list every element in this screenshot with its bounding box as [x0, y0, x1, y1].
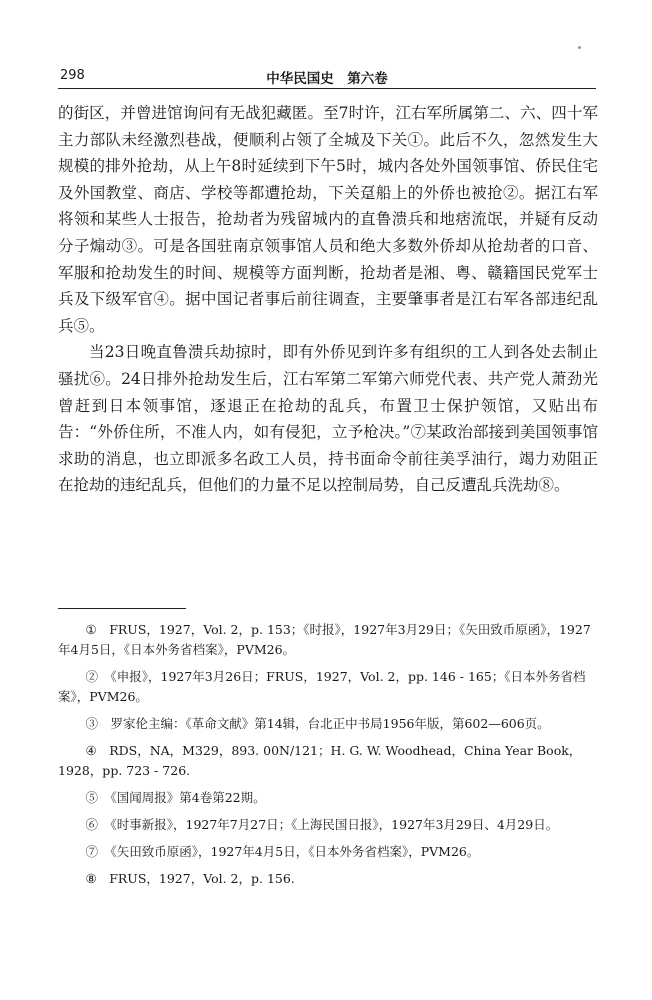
running-title: 中华民国史 第六卷 — [266, 71, 388, 87]
footnote-6: ⑥ 《时事新报》，1927年7月27日；《上海民国日报》，1927年3月29日、4月29日。 — [85, 817, 559, 832]
scan-speck — [578, 46, 581, 49]
footnote-5: ⑤ 《国闻周报》第4卷第22期。 — [85, 790, 266, 805]
body-paragraph: 的街区，并曾进馆询问有无战犯藏匿。至7时许，江右军所属第二、六、四十军主力部队未经激烈巷战，便顺利占领了全城及下关①。此后不久，忽然发生大规模的排外抢劫，从上午8时延续到下午5时，城内各处外国领事馆、侨民住宅及外国教堂、商店、学校等都遭抢劫，下关趸船上的外侨也被抢②。据江右军将领和某些人士报告，抢劫者为残留城内的直鲁溃兵和地痞流氓，并疑有反动分子煽动③。可是各国驻南京领事馆人员和绝大多数外侨却从抢劫者的口音、军服和抢劫发生的时间、规模等方面判断，抢劫者是湘、粤、赣籍国民党军士兵及下级军官④。据中国记者事后前往调查，主要肇事者是江右军各部违纪乱兵⑤。 — [58, 104, 598, 335]
footnote-4: ④ RDS，NA，M329，893. 00N/121；H. G. W. Woodhead，China Year Book，1928，pp. 723 - 726. — [58, 743, 582, 778]
footnotes — [58, 620, 598, 896]
body-text — [58, 100, 598, 499]
footnote-7: ⑦ 《矢田致币原函》，1927年4月5日，《日本外务省档案》，PVM26。 — [85, 844, 480, 859]
page-number: 298 — [60, 68, 85, 83]
body-paragraph: 当23日晚直鲁溃兵劫掠时，即有外侨见到许多有组织的工人到各处去制止骚扰⑥。24日排外抢劫发生后，江右军第二军第六师党代表、共产党人萧劲光曾赶到日本领事馆，逐退正在抢劫的乱兵，布置卫士保护领馆，又贴出布告：“外侨住所，不准人内，如有侵犯，立予枪决。”⑦某政治部接到美国领事馆求助的消息，也立即派多名政工人员，持书面命令前往美孚油行，竭力劝阻正在抢劫的违纪乱兵，但他们的力量不足以控制局势，自己反遭乱兵洗劫⑧。 — [58, 343, 598, 495]
footnote-2: ② 《申报》，1927年3月26日；FRUS，1927，Vol. 2，pp. 146 - 165；《日本外务省档案》，PVM26。 — [58, 669, 586, 704]
footnote-divider — [58, 608, 186, 609]
footnote-1: ① FRUS，1927，Vol. 2，p. 153；《时报》，1927年3月29日；《矢田致币原函》，1927年4月5日，《日本外务省档案》，PVM26。 — [58, 622, 591, 657]
footnote-3: ③ 罗家伦主编：《革命文献》第14辑，台北正中书局1956年版，第602—606页。 — [85, 716, 550, 731]
page-header — [58, 64, 596, 89]
footnote-8: ⑧ FRUS，1927，Vol. 2，p. 156. — [85, 871, 295, 886]
